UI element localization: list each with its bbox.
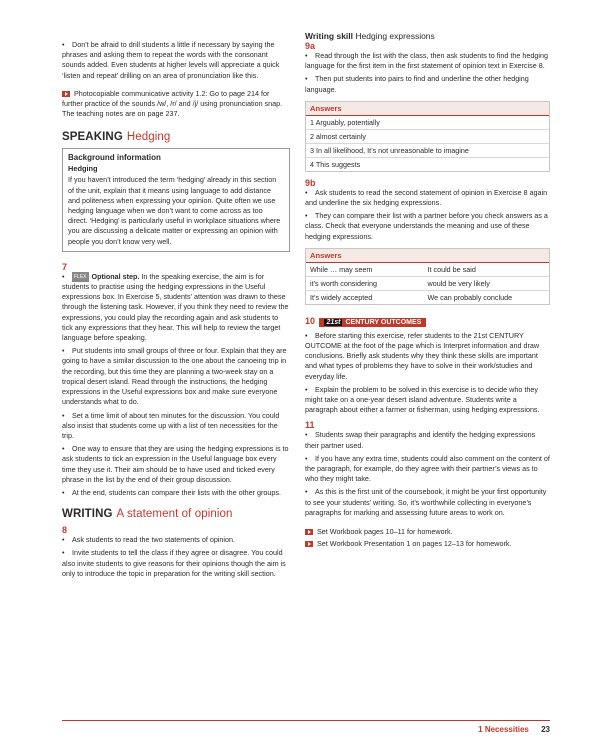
writing-heading: WRITING A statement of opinion <box>62 508 233 521</box>
photocopiable-note: Photocopiable communicative activity 1.2: Go to page 214 for further practice of the sounds /w/, /r/ and /j/ using pronunciation snap. The teaching notes are on page 237. <box>62 88 283 119</box>
answers-box-1 <box>305 101 550 172</box>
answer-row: 4 This suggests <box>310 159 361 169</box>
answer-row: it’s worth considering would be very likely <box>306 277 549 291</box>
exercise-9b-number: 9b <box>305 177 316 188</box>
exercise-11-number: 11 <box>305 420 315 431</box>
play-icon <box>305 541 313 547</box>
exercise-7-number: 7 <box>62 261 68 272</box>
box-subtitle: Hedging <box>68 164 98 174</box>
ex7-bullet-1: • FLEX Optional step. In the speaking exercise, the aim is for students to practise using the hedging expressions in the Useful expressions box. In Exercise 5, students’ attention was drawn to these through the listening task. However, if you think they need to review the expressions, you could play the recording again and ask students to tick any expressions that they hear. This will help to review the target language before speaking. <box>62 271 289 343</box>
unit-title: 1 Necessities <box>478 725 529 734</box>
flex-tag: FLEX <box>72 272 89 282</box>
play-icon <box>305 529 313 535</box>
ex8-bullet-2: • Invite students to tell the class if they agree or disagree. You could also invite students to give reasons for their opinions though the aim is only to introduce the topic in preparation for the writing skill section. <box>62 548 286 578</box>
exercise-10-heading: 10 21st CENTURY OUTCOMES <box>305 311 550 329</box>
speaking-heading: SPEAKING Hedging <box>62 131 171 144</box>
page-footer <box>478 725 550 734</box>
play-icon <box>62 91 70 97</box>
answers-label: Answers <box>306 249 549 263</box>
right-column <box>305 0 550 549</box>
workbook-note-2: Set Workbook Presentation 1 on pages 12–13 for homework. <box>305 539 550 549</box>
left-column <box>62 0 290 579</box>
ex9a-bullet-1: • Read through the list with the class, then ask students to find the hedging language for the first item in the first statement of opinion text in Exercise 8. <box>305 51 548 71</box>
answer-row: 2 almost certainly <box>306 130 549 144</box>
box-text: If you haven’t introduced the term ‘hedging’ already in this section of the unit, explain that it means using language to add distance and politeness when expressing your opinion. Quite often we use hedging language when we don’t want to come across as too direct. ‘Hedging’ is particularly useful in workplace situations where you are discussing a delicate matter or expressing an opinion with people you don’t know very well. <box>68 175 281 246</box>
ex11-bullet-2: • If you have any extra time, students could also comment on the content of the paragraph, for example, do they agree with their partner’s views as to who they might take. <box>305 453 550 484</box>
intro-bullet: • Don’t be afraid to drill students a little if necessary by saying the phrases and asking them to repeat the words with the consonant sounds added. Even students at higher levels will appreciate a quick ‘listen and repeat’ drilling on an area of pronunciation like this. <box>62 40 280 80</box>
ex9b-bullet-1: • Ask students to read the second statement of opinion in Exercise 8 again and underline the six hedging expressions. <box>305 187 548 208</box>
workbook-note-1: Set Workbook pages 10–11 for homework. <box>305 527 550 537</box>
ex11-bullet-3: • As this is the first unit of the coursebook, it might be your first opportunity to see your students’ writing. So, it’s worthwhile collecting in everyone’s paragraphs for marking and assessing future areas to work on. <box>305 487 547 517</box>
century-outcomes-badge: 21st CENTURY OUTCOMES <box>319 318 426 327</box>
answers-box-2 <box>305 248 550 305</box>
exercise-9a-number: 9a <box>305 41 316 51</box>
answer-row: While … may seem It could be said <box>306 263 549 277</box>
ex7-bullet-2: • Put students into small groups of three or four. Explain that they are going to have a similar discussion to the one about the canoeing trip in the recording, but this time they are planning a two-week stay on a tropical desert island. Read through the instructions, the hedging expressions in the Useful expressions box and make sure everyone understands what to do. <box>62 346 287 407</box>
ex11-bullet-1: • Students swap their paragraphs and identify the hedging expressions their partner used. <box>305 430 536 450</box>
answer-row: It’s widely accepted We can probably conclude <box>310 292 513 302</box>
background-info-box <box>62 148 290 251</box>
footer-rule <box>62 720 550 721</box>
writing-skill-heading: Writing skill Hedging expressions <box>305 31 435 41</box>
ex7-bullet-4: • One way to ensure that they are using the hedging expressions is to ask students to tick an expression in the Useful language box every time they use it. Their aim should be to have used and ticked every phrase in the list by the end of their group discussion. <box>62 444 289 484</box>
answer-row: 3 In all likelihood, It’s not unreasonable to imagine <box>306 144 549 158</box>
page-number: 23 <box>541 725 550 734</box>
ex8-bullet-1: • Ask students to read the two statements of opinion. <box>62 535 236 545</box>
ex10-bullet-2: • Explain the problem to be solved in this exercise is to decide who they might take on a one-year desert island adventure. Students write a paragraph about either a farmer or fisherman, using hedging expressions. <box>305 384 540 415</box>
ex10-bullet-1: • Before starting this exercise, refer students to the 21st CENTURY OUTCOME at the foot of the page which is Interpret information and draw conclusions. Briefly ask students why they think these skills are important and what types of problems they have to solve in their work/studies and everyday life. <box>305 330 540 381</box>
exercise-8-number: 8 <box>62 525 68 536</box>
ex9b-bullet-2: • They can compare their list with a partner before you check answers as a class. Check that everyone understands the meaning and use of these hedging expressions. <box>305 211 548 241</box>
ex7-bullet-3: • Set a time limit of about ten minutes for the discussion. You could also insist that students come up with a list of ten necessities for the trip. <box>62 410 280 440</box>
ex7-bullet-5: • At the end, students can compare their lists with the other groups. <box>62 487 281 497</box>
box-title: Background information <box>68 153 161 163</box>
ex9a-bullet-2: • Then put students into pairs to find and underline the other hedging language. <box>305 74 529 94</box>
answer-row: 1 Arguably, potentially <box>306 116 549 130</box>
answers-label: Answers <box>306 102 549 116</box>
